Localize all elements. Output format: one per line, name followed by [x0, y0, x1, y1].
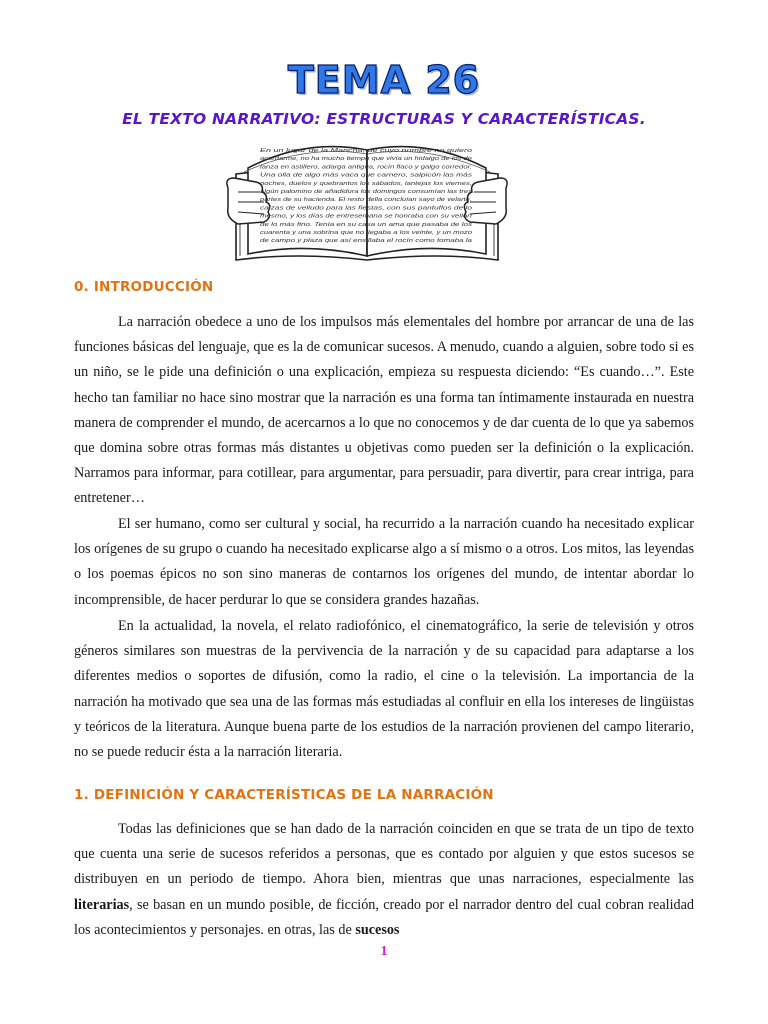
- book-text-line: lanza en astillero, adarga antigua, rocín flaco y galgo corredor.: [260, 164, 472, 171]
- document-subtitle: EL TEXTO NARRATIVO: ESTRUCTURAS Y CARACTERÍSTICAS.: [122, 110, 646, 128]
- bold-term-literarias: literarias: [74, 896, 130, 913]
- paragraph-intro-2: El ser humano, como ser cultural y social, ha recurrido a la narración cuando ha necesitado explicar los orígenes de su grupo o cuando ha necesitado explicarse algo a sí mismo o a otros. Los mitos, las leyendas o los poemas épicos no son sino maneras de contarnos los orígenes del mundo, de intentar abordar lo incomprensible, de hacer perdurar lo que se considera grandes hazañas.: [74, 516, 694, 608]
- book-text-line: En un lugar de la Mancha, de cuyo nombre no quiero: [260, 148, 473, 154]
- book-text-line: cuarenta y una sobrina que no llegaba a los veinte, y un mozo: [260, 230, 473, 236]
- document-title: TEMA 26: [287, 58, 481, 102]
- book-text-line: de lo más fino. Tenía en su casa un ama que pasaba de los: [260, 221, 473, 228]
- paragraph-text: , se basan en un mundo posible, de ficción, creado por el narrador dentro del cual cobran realidad los acontecimientos y personajes. en otras, las de: [74, 896, 694, 938]
- book-text-line: calzas de velludo para las fiestas, con sus pantuflos de lo: [260, 205, 473, 212]
- book-text-line: algún palomino de añadidura los domingos consumían las tres: [260, 189, 473, 195]
- open-book-held-by-hands-icon: [226, 138, 508, 262]
- book-text-line: acordarme, no ha mucho tiempo que vivía un hidalgo de los de: [260, 156, 473, 163]
- paragraph-definicion-1: [74, 817, 694, 943]
- paragraph-intro-1: La narración obedece a uno de los impulsos más elementales del hombre por arrancar de una de las funciones básicas del lenguaje, que es la de comunicar sucesos. A menudo, cuando a alguien, sobre todo si es un niño, se le pide una definición o una explicación, empieza su respuesta diciendo: “Es cuando…”. Este hecho tan familiar no hace sino mostrar que la narración es una forma tan íntimamente instaurada en nuestra manera de comprender el mundo, de acercarnos a lo que no conocemos y de dar cuenta de lo que ya sabemos que domina sobre otras formas más distantes u objetivas como pueden ser la definición o la explicación. Narramos para informar, para cotillear, para argumentar, para persuadir, para divertir, para crear intriga, para entretener…: [74, 314, 694, 507]
- section-heading-definicion: 1. DEFINICIÓN Y CARACTERÍSTICAS DE LA NARRACIÓN: [74, 787, 494, 803]
- page-number: 1: [380, 944, 388, 959]
- book-text-line: de campo y plaza que así ensillaba el rocín como tomaba la: [260, 238, 473, 245]
- bold-term-sucesos: sucesos: [355, 921, 400, 938]
- book-text-line: mesmo, y los días de entresemana se honraba con su vellorí: [260, 213, 473, 220]
- book-text-line: partes de su hacienda. El resto della concluían sayo de velarte,: [258, 197, 472, 204]
- book-text-line: noches, duelos y quebrantos los sábados, lantejas los viernes,: [260, 180, 472, 187]
- paragraph-text: Todas las definiciones que se han dado de la narración coinciden en que se trata de un tipo de texto que cuenta una serie de sucesos referidos a personas, que es contado por alguien y que estos sucesos se distribuyen en un periodo de tiempo. Ahora bien, mientras que unas narraciones, especialmente las: [74, 821, 694, 888]
- section-heading-introduccion: 0. INTRODUCCIÓN: [74, 279, 214, 295]
- paragraph-intro-3: En la actualidad, la novela, el relato radiofónico, el cinematográfico, la serie de televisión y otros géneros similares son muestras de la pervivencia de la narración y de su capacidad para adaptarse a los diferentes medios o soportes de difusión, como la radio, el cine o la televisión. La importancia de la narración ha motivado que sea una de las formas más estudiadas al confluir en ella los intereses de lingüistas y teóricos de la literatura. Aunque buena parte de los estudios de la narración provienen del campo literario, no se puede reducir ésta a la narración literaria.: [74, 618, 694, 761]
- book-text-line: Una olla de algo más vaca que carnero, salpicón las más: [260, 172, 473, 179]
